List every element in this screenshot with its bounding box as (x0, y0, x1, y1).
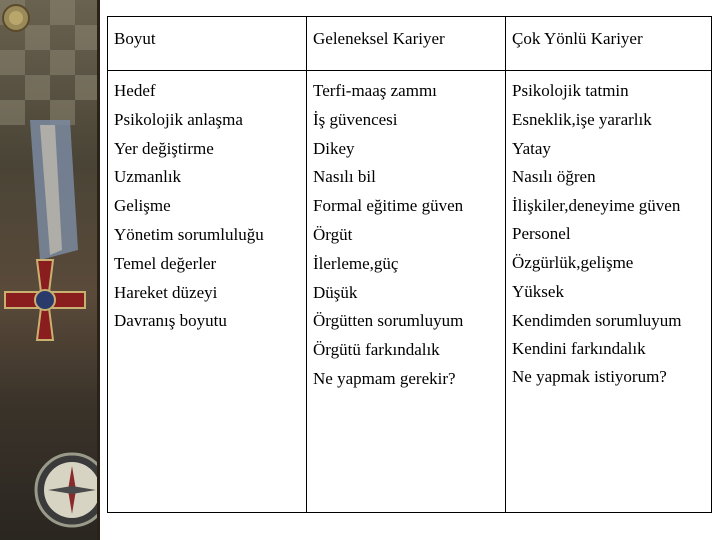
list-item: İlerleme,güç (313, 253, 399, 273)
list-item: Örgüt (313, 224, 353, 244)
list-item: Düşük (313, 282, 358, 302)
list-item: Davranış boyutu (114, 311, 227, 331)
list-item: Hedef (114, 81, 156, 100)
header-geleneksel-kariyer: Geleneksel Kariyer (307, 17, 506, 71)
list-item: Yönetim sorumluluğu (114, 224, 264, 244)
list-item: Örgütten sorumluyum (313, 311, 464, 331)
geleneksel-column (307, 71, 506, 513)
table-body-row (108, 71, 712, 513)
list-item: Hareket düzeyi (114, 282, 218, 302)
table-header-row (108, 17, 712, 71)
list-item: Esneklik,işe yararlık (512, 109, 652, 129)
list-item: Psikolojik anlaşma (114, 109, 243, 129)
career-comparison-table (107, 16, 712, 513)
list-item: Özgürlük,gelişme (512, 252, 634, 272)
list-item: Uzmanlık (114, 167, 182, 187)
list-item: Dikey (313, 138, 355, 158)
list-item: Nasılı öğren (512, 167, 596, 187)
list-item: Ne yapmak istiyorum? (512, 367, 667, 387)
list-item: İş güvencesi (313, 109, 398, 129)
list-item: Kendimden sorumluyum (512, 310, 682, 330)
list-item: Terfi-maaş zammı (313, 81, 437, 100)
list-item: Formal eğitime güven (313, 196, 464, 216)
list-item: Kendini farkındalık (512, 338, 646, 358)
cok-yonlu-column (506, 71, 712, 513)
list-item: Yer değiştirme (114, 138, 214, 158)
list-item: Temel değerler (114, 253, 217, 273)
slide-content (100, 0, 720, 540)
list-item: İlişkiler,deneyime güven (512, 196, 681, 216)
list-item: Örgütü farkındalık (313, 340, 440, 360)
medal-collage-image (0, 0, 100, 540)
list-item: Yüksek (512, 281, 564, 301)
list-item: Ne yapmam gerekir? (313, 368, 456, 388)
list-item: Nasılı bil (313, 167, 376, 187)
boyut-column (108, 71, 307, 513)
header-cok-yonlu-kariyer: Çok Yönlü Kariyer (506, 17, 712, 71)
list-item: Personel (512, 224, 571, 244)
list-item: Psikolojik tatmin (512, 81, 629, 100)
list-item: Gelişme (114, 196, 171, 216)
header-boyut: Boyut (108, 17, 307, 71)
list-item: Yatay (512, 138, 551, 158)
decorative-side-image (0, 0, 100, 540)
